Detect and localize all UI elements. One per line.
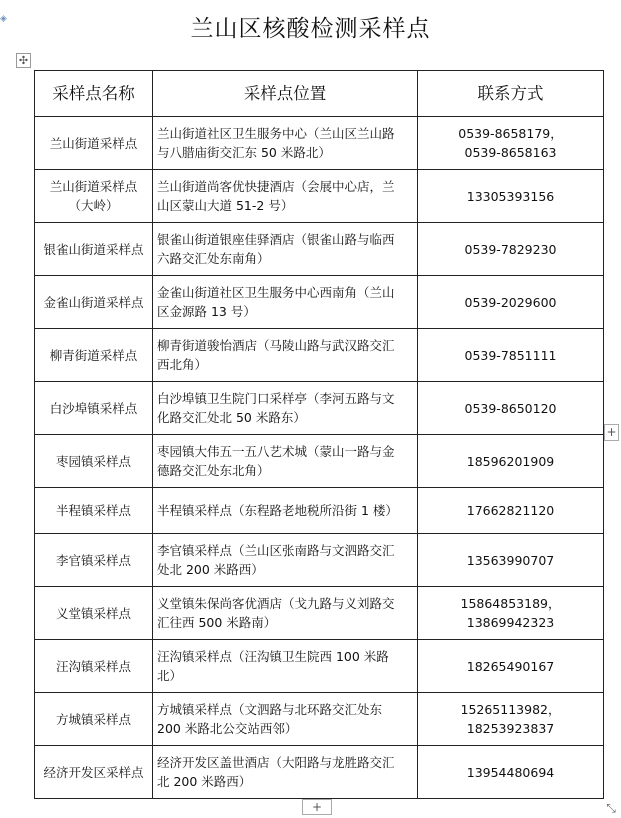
cell-contact-line: 18253923837 — [466, 721, 555, 736]
cell-contact-line: 0539-7851111 — [464, 347, 557, 363]
cell-name-line: 李官镇采样点 — [55, 552, 131, 568]
table-body — [35, 117, 604, 799]
table-header-row — [35, 71, 604, 117]
cell-contact[interactable] — [418, 587, 604, 640]
cell-contact[interactable] — [418, 534, 604, 587]
cell-name[interactable] — [35, 534, 153, 587]
cell-location[interactable] — [153, 587, 418, 640]
table-row — [35, 587, 604, 640]
table-row — [35, 170, 604, 223]
cell-contact-line: 17662821120 — [466, 503, 555, 518]
cell-location-line: 山区蒙山大道 51-2 号） — [157, 198, 294, 213]
cell-location[interactable] — [153, 329, 418, 382]
cell-name-line: 金雀山街道采样点 — [43, 294, 144, 310]
document-marker-icon: ◈ — [0, 14, 7, 24]
cell-contact[interactable] — [418, 170, 604, 223]
cell-location[interactable] — [153, 170, 418, 223]
cell-contact[interactable] — [418, 276, 604, 329]
cell-contact-line: 0539-7829230 — [464, 241, 557, 257]
cell-name-line: 汪沟镇采样点 — [55, 658, 131, 674]
cell-contact-line: 0539-8658179， — [458, 126, 563, 141]
cell-contact[interactable] — [418, 117, 604, 170]
sampling-points-table — [34, 70, 604, 799]
cell-location-line: 半程镇采样点（东程路老地税所沿街 1 楼） — [157, 503, 398, 518]
cell-location-line: 六路交汇处东南角） — [157, 251, 270, 266]
cell-name-line: 兰山街道采样点 — [49, 135, 138, 151]
table-row — [35, 435, 604, 488]
table-resize-handle-icon[interactable]: ⤡ — [606, 801, 616, 815]
table-move-handle-icon[interactable]: ✣ — [16, 53, 31, 68]
cell-name[interactable] — [35, 587, 153, 640]
cell-location-line: 处北 200 米路西） — [157, 562, 264, 577]
cell-location[interactable] — [153, 534, 418, 587]
cell-name-line: 义堂镇采样点 — [55, 605, 131, 621]
cell-contact-line: 0539-8650120 — [464, 400, 557, 416]
header-location: 采样点位置 — [153, 71, 418, 117]
cell-contact-line: 13954480694 — [466, 764, 555, 780]
cell-location-line: 德路交汇处东北角） — [157, 463, 270, 478]
cell-name[interactable] — [35, 329, 153, 382]
cell-name[interactable] — [35, 382, 153, 435]
cell-location[interactable] — [153, 693, 418, 746]
cell-contact[interactable] — [418, 382, 604, 435]
cell-location-line: 汪沟镇采样点（汪沟镇卫生院西 100 米路 — [157, 649, 389, 664]
cell-location-line: 枣园镇大伟五一五八艺术城（蒙山一路与金 — [157, 444, 395, 459]
cell-name-line: 银雀山街道采样点 — [43, 241, 144, 257]
table-row — [35, 640, 604, 693]
cell-location-line: 化路交汇处北 50 米路东） — [157, 410, 306, 425]
cell-contact[interactable] — [418, 746, 604, 799]
cell-name[interactable] — [35, 223, 153, 276]
cell-name-line: 经济开发区采样点 — [43, 764, 144, 780]
cell-contact[interactable] — [418, 488, 604, 534]
page-title: 兰山区核酸检测采样点 — [190, 16, 431, 42]
cell-location-line: 经济开发区盖世酒店（大阳路与龙胜路交汇 — [157, 755, 395, 770]
cell-contact[interactable] — [418, 223, 604, 276]
table-row — [35, 488, 604, 534]
cell-location-line: 兰山街道尚客优快捷酒店（会展中心店，兰 — [157, 179, 395, 194]
cell-name[interactable] — [35, 170, 153, 223]
table-row — [35, 746, 604, 799]
cell-location[interactable] — [153, 223, 418, 276]
cell-name[interactable] — [35, 746, 153, 799]
header-name: 采样点名称 — [35, 71, 153, 117]
cell-contact[interactable] — [418, 640, 604, 693]
cell-location-line: 200 米路北公交站西邻） — [157, 721, 298, 736]
cell-contact[interactable] — [418, 435, 604, 488]
table-row — [35, 329, 604, 382]
cell-location-line: 汇往西 500 米路南） — [157, 615, 277, 630]
cell-location-line: 兰山街道社区卫生服务中心（兰山区兰山路 — [157, 126, 395, 141]
table-row — [35, 117, 604, 170]
cell-location[interactable] — [153, 435, 418, 488]
cell-location-line: 义堂镇朱保尚客优酒店（戈九路与义刘路交 — [157, 596, 395, 611]
cell-location-line: 北 200 米路西） — [157, 774, 252, 789]
cell-location-line: 金雀山街道社区卫生服务中心西南角（兰山 — [157, 285, 395, 300]
cell-location-line: 与八腊庙街交汇东 50 米路北） — [157, 145, 331, 160]
cell-contact-line: 13305393156 — [466, 188, 555, 204]
table-row — [35, 693, 604, 746]
cell-contact-line: 0539-2029600 — [464, 294, 557, 310]
cell-name-line: 方城镇采样点 — [55, 711, 131, 727]
cell-location-line: 白沙埠镇卫生院门口采样亭（李河五路与文 — [157, 391, 395, 406]
cell-location[interactable] — [153, 382, 418, 435]
cell-contact-line: 13869942323 — [466, 615, 555, 630]
cell-location[interactable] — [153, 640, 418, 693]
cell-name[interactable] — [35, 693, 153, 746]
table-row — [35, 534, 604, 587]
header-contact: 联系方式 — [418, 71, 604, 117]
cell-location-line: 李官镇采样点（兰山区张南路与文泗路交汇 — [157, 543, 395, 558]
cell-location-line: 区金源路 13 号） — [157, 304, 256, 319]
cell-name[interactable] — [35, 117, 153, 170]
cell-name-line: 枣园镇采样点 — [55, 453, 131, 469]
cell-location[interactable] — [153, 746, 418, 799]
cell-location-line: 柳青街道骏怡酒店（马陵山路与武汉路交汇 — [157, 338, 395, 353]
cell-location-line: 方城镇采样点（文泗路与北环路交汇处东 — [157, 702, 383, 717]
cell-contact-line: 15864853189， — [460, 596, 561, 611]
cell-contact[interactable] — [418, 329, 604, 382]
cell-contact-line: 18265490167 — [466, 658, 555, 674]
cell-location-line: 北） — [157, 668, 183, 683]
cell-location[interactable] — [153, 117, 418, 170]
cell-name[interactable] — [35, 435, 153, 488]
cell-location-line: 银雀山街道银座佳驿酒店（银雀山路与临西 — [157, 232, 395, 247]
cell-contact-line: 0539-8658163 — [464, 145, 557, 160]
cell-contact-line: 15265113982， — [460, 702, 561, 717]
add-row-button[interactable]: + — [302, 799, 332, 815]
table-row — [35, 382, 604, 435]
cell-location[interactable] — [153, 276, 418, 329]
cell-location[interactable] — [153, 488, 418, 534]
cell-name-line: 兰山街道采样点 — [49, 179, 138, 194]
cell-name-line: 半程镇采样点 — [55, 503, 131, 518]
cell-contact-line: 18596201909 — [466, 453, 555, 469]
cell-name[interactable] — [35, 640, 153, 693]
cell-name-line: 白沙埠镇采样点 — [49, 400, 138, 416]
cell-name[interactable] — [35, 488, 153, 534]
cell-contact[interactable] — [418, 693, 604, 746]
table-row — [35, 276, 604, 329]
table-row — [35, 223, 604, 276]
cell-name-line: 柳青街道采样点 — [49, 347, 138, 363]
cell-contact-line: 13563990707 — [466, 552, 555, 568]
cell-name[interactable] — [35, 276, 153, 329]
cell-location-line: 西北角） — [157, 357, 208, 372]
cell-name-line: （大岭） — [68, 198, 119, 213]
add-column-button[interactable]: + — [604, 424, 619, 441]
